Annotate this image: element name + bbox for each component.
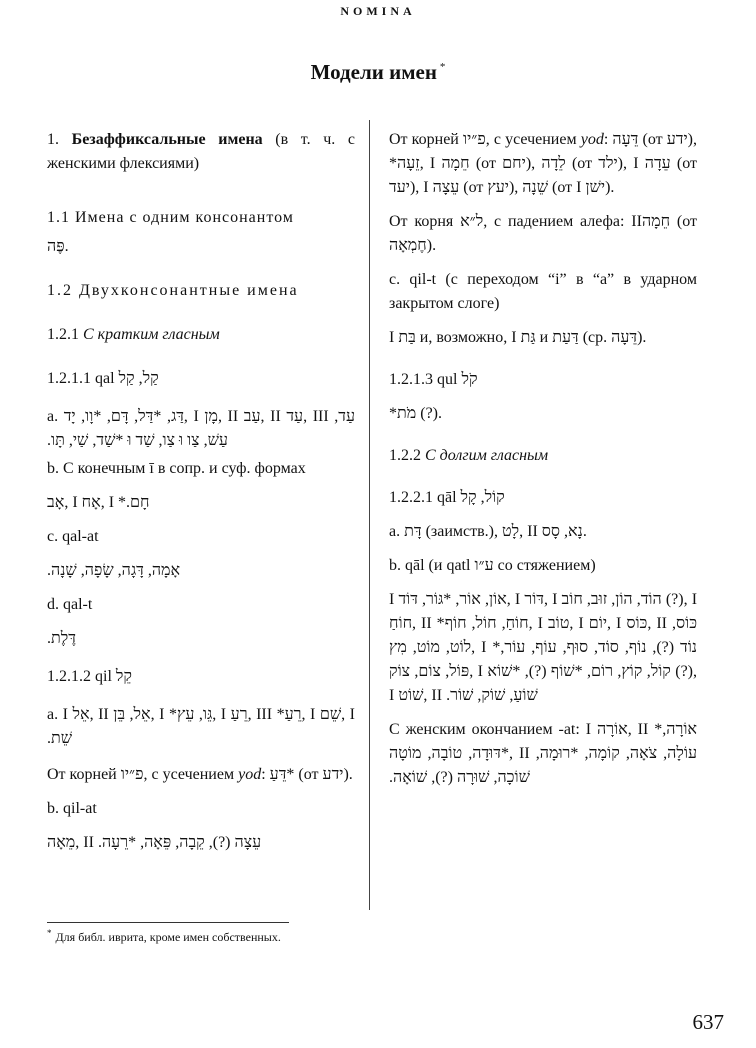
left-text-run: : ‏*דֵּעַ‏ (от ‏ידע‏). [261, 766, 353, 783]
left-text-run: От корней פ״יו, с усечением [47, 766, 239, 783]
right-paragraph [389, 368, 697, 392]
left-text-run: 1.1 Имена с одним консонантом [47, 209, 294, 226]
right-text-run: 1.2.2.1 qāl ‏קוֹל, קָל‏ [389, 489, 505, 506]
right-text-run: I ‏בַּת‏ и, возможно, I ‏גַּת‏ и ‏דַּעַת‏ (ср. ‏דֵּעָה‏). [389, 329, 647, 346]
right-text-run: c. qil-t (с переходом “i” в “a” в ударном закрытом слоге) [389, 271, 697, 312]
footnote-mark: * [47, 928, 52, 938]
right-text-run: От корня ל״א, с падением алефа: II‏חֵמָה‏ (от ‏חֶמְאָה‏). [389, 213, 698, 254]
left-paragraph [47, 323, 355, 347]
right-text-run: b. qāl (и qatl ע״ו со стяжением) [389, 557, 596, 574]
left-text-run: c. qal-at [47, 528, 99, 545]
left-text-run: ‏אָב, I אָח, I *חָם.‏ [47, 494, 150, 511]
left-paragraph [47, 665, 355, 689]
left-paragraph [47, 525, 355, 549]
right-text-run: ‏I אוֹן, אוֹר, *גּוֹר, דּוֹד, I דּוֹר, I הוֹד, הוֹן, זוּב, חוֹב (?), I חוֹחַ, II *חוֹחַ, חוֹל, חוֹף, I טוֹב, I יוֹם, I כּוֹס, II כּוֹס, לוֹט, מוֹט, מִץ, I *נוֹד (?), נוֹף, סוֹד, סוּף, עוֹף, עוֹר, פּוֹל, צוֹם, צוֹק, I קוֹל, קוֹץ, רוֹם, *שׁוֹף (?), *שׁוֹא (?), I שׁוֹט, II שׁוֹעַ, שׁוֹק, שׁוֹר.‏ [389, 591, 698, 704]
left-text-run: 1.2 Двухконсонантные имена [47, 282, 299, 299]
left-text-run: d. qal-t [47, 596, 93, 613]
title-footnote-mark: * [439, 61, 446, 73]
right-paragraph [389, 402, 697, 426]
left-paragraph [47, 405, 355, 453]
left-paragraph [47, 797, 355, 821]
left-text-run: a. ‏דַּג, *דַּל, דָּם, *וָו, יָד, I מָן, II עַב, II עַד, III עַד, עַשׁ, צַו וּ צַו, שַׁד וּ *שַׁד, שַׁי, תָּו.‏ [47, 408, 355, 449]
right-paragraph [389, 326, 697, 350]
left-text-run: 1.2.1 [47, 326, 83, 343]
left-paragraph [47, 559, 355, 583]
left-paragraph [47, 593, 355, 617]
right-text-run: От корней פ״יו, с усечением [389, 131, 581, 148]
left-text-run: פֶּה. [47, 238, 69, 255]
right-paragraph [389, 486, 697, 510]
right-paragraph [389, 268, 697, 316]
left-paragraph [47, 367, 355, 391]
left-text-run: ‏מֵאָה, II עֵצָה (?), קֵבָה, פֵּאָה, *רֵעָה.‏ [47, 834, 262, 851]
footnote-text: Для библ. иврита, кроме имен собственных. [55, 930, 281, 944]
left-paragraph [47, 457, 355, 481]
running-head: NOMINA [340, 4, 416, 18]
right-column [389, 128, 697, 790]
left-paragraph [47, 128, 355, 176]
left-text-run: С кратким гласным [83, 326, 220, 343]
left-text-run: yod [238, 766, 262, 783]
left-paragraph [47, 627, 355, 651]
right-text-run: 1.2.2 [389, 447, 425, 464]
left-text-run: Безаффиксальные имена [71, 131, 263, 148]
left-text-run: ‏אָמָה, דָּגָה, שָׂפָה, שָׁנָה.‏ [47, 562, 181, 579]
left-column [47, 128, 355, 855]
left-paragraph [47, 703, 355, 751]
right-paragraph [389, 520, 697, 544]
left-text-run: 1.2.1.1 qal ‏קַל, קַל‏ [47, 370, 159, 387]
footnote [47, 928, 367, 945]
left-paragraph [47, 831, 355, 855]
right-text-run: : ‏דֵּעָה‏ (от ‏ידע‏), *‏זֵעָה‏, I ‏חֵמָה‏ (от ‏יחם‏), ‏לֵדָה‏ (от ‏ילד‏), I ‏עֵדָה‏ (от ‏יעד‏), I ‏עֵצָה‏ (от ‏יעץ‏), ‏שֵׁנָה‏ (от I ‏ישׁן‏). [389, 131, 698, 196]
left-paragraph [47, 206, 355, 230]
column-divider [369, 120, 370, 910]
right-paragraph [389, 444, 697, 468]
left-paragraph [47, 279, 355, 303]
left-text-run: ‏דֶּלֶת.‏ [47, 630, 76, 647]
footnote-rule [47, 922, 289, 923]
left-text-run: b. qil-at [47, 800, 97, 817]
left-text-run: 1. [47, 131, 72, 148]
right-text-run: С женским окончанием -at: ‏I אוֹרָה, II *אוֹרָה, *דּוּדָה, טוֹבָה, מוֹטָה, II עוֹלָה, צֹאָה, קוֹמָה, *רוּמָה, שׁוֹכָה, שׁוּרָה (?), שׁוֹאָה.‏ [389, 721, 698, 786]
right-text-run: 1.2.1.3 qul ‏קֹל‏ [389, 371, 478, 388]
right-text-run: С долгим гласным [425, 447, 549, 464]
right-text-run: *‏מֹת‏ (?). [389, 405, 443, 422]
right-paragraph [389, 210, 697, 258]
page-title [0, 60, 756, 85]
right-paragraph [389, 718, 697, 790]
left-text-run: a. ‏I אֵל, II אֵל, בֵּן, I *גֵּו, עֵץ, I רֵעַ, III *רֵעַ, I שֵׁם, I שֵׁת.‏ [47, 706, 356, 747]
right-text-run: yod [580, 131, 604, 148]
left-paragraph [47, 491, 355, 515]
left-text-run: (в т. ч. с женскими флексиями) [47, 131, 355, 172]
left-text-run: b. С конечным ī в сопр. и суф. формах [47, 460, 306, 477]
left-paragraph [47, 763, 355, 787]
right-paragraph [389, 588, 697, 708]
page-number: 637 [692, 1010, 724, 1034]
right-text-run: a. ‏דָּת‏ (заимств.), ‏לָט‏, II ‏נָא‏, ‏סָס‏. [389, 523, 587, 540]
page-title-text: Модели имен [310, 60, 437, 84]
right-paragraph [389, 554, 697, 578]
left-text-run: 1.2.1.2 qil ‏קֵל‏ [47, 668, 132, 685]
left-paragraph [47, 235, 355, 259]
right-paragraph [389, 128, 697, 200]
